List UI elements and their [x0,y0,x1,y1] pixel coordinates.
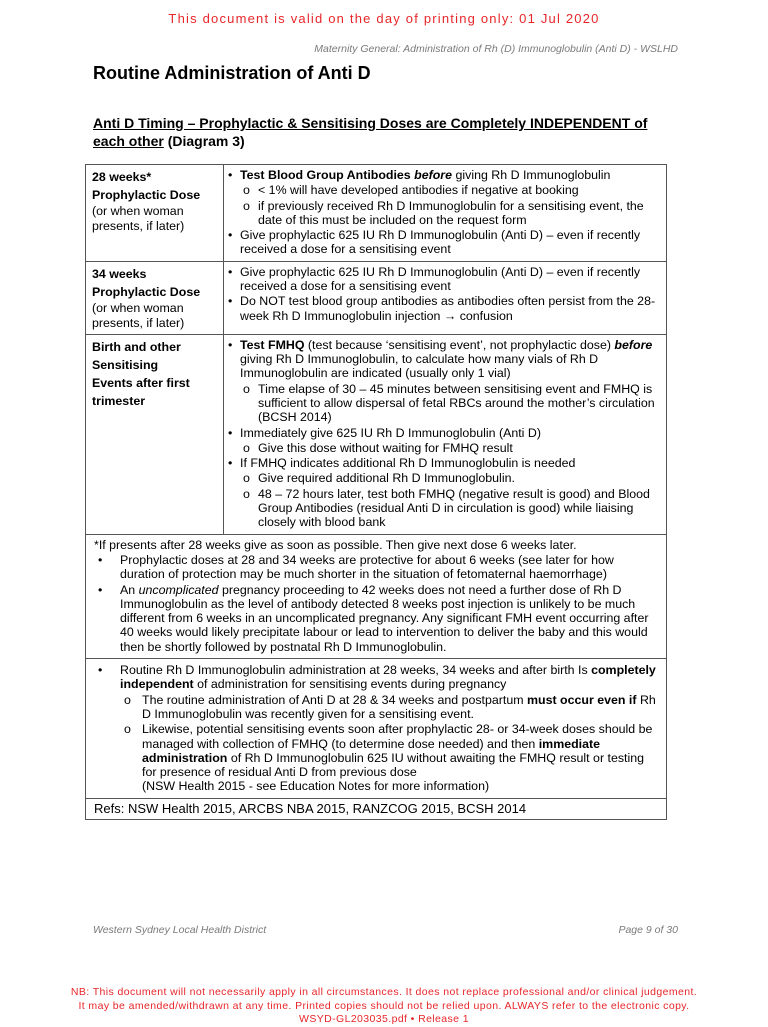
bullet-marker: • [228,168,233,182]
bullet-marker: • [228,264,233,279]
table-row-28-weeks [86,165,667,262]
table-row-notes [86,534,667,658]
bullet-marker: • [98,552,103,567]
sub-bullet-marker: o [243,471,250,486]
sub-bullet-marker: o [124,722,131,737]
row-detail-cell [224,334,667,534]
list-item: • If FMHQ indicates additional Rh D Immunoglobulin is needed [228,456,576,471]
sub-list-item: o Time elapse of 30 – 45 minutes between sensitising event and FMHQ is sufficient to allow dispersal of fetal RBCs around the mother’s circulation (BCSH 2014) [243,381,655,425]
table-row-34-weeks [86,261,667,334]
sub-list-item: o Likewise, potential sensitising events soon after prophylactic 28- or 34-week doses should be managed with collection of FMHQ (to determine dose needed) and then immediate administration of Rh D Immunoglobulin 625 IU without awaiting the FMHQ result or testing for presence of residual Anti D from previous dose (NSW Health 2015 - see Education Notes for more information) [124,722,653,794]
row-label-note: (or when woman presents, if later) [92,204,185,233]
table-row-refs [86,798,667,819]
sub-bullet-marker: o [243,183,250,198]
bullet-marker: • [228,228,233,243]
sub-list-item: o if previously received Rh D Immunoglobulin for a sensitising event, the date of this must be included on the request form [243,198,644,227]
sub-bullet-marker: o [124,692,131,707]
row-label-heading: Events after first [92,375,190,390]
subtitle-suffix: (Diagram 3) [163,133,245,149]
sub-bullet-marker: o [243,486,250,501]
disclaimer-line: It may be amended/withdrawn at any time. Printed copies should not be relied upon. ALWAYS refer to the electronic copy. [78,999,690,1012]
row-label-heading: 34 weeks [92,266,147,281]
bullet-marker: • [98,663,103,678]
footer-organisation: Western Sydney Local Health District [93,924,267,936]
list-item: • Immediately give 625 IU Rh D Immunoglobulin (Anti D) [228,425,541,440]
bullet-marker: • [98,582,103,597]
row-label-heading: Birth and other [92,339,181,354]
routine-note: (NSW Health 2015 - see Education Notes for more information) [142,779,490,794]
row-detail-cell [224,165,667,262]
document-header: Maternity General: Administration of Rh (D) Immunoglobulin (Anti D) - WSLHD [314,43,678,55]
subtitle-underlined: Anti D Timing – Prophylactic & Sensitising Doses are Completely INDEPENDENT of each other [93,115,648,149]
sub-list-item: o Give this dose without waiting for FMHQ result [243,440,513,455]
page-title: Routine Administration of Anti D [93,63,371,83]
row-label-cell [86,261,224,334]
row-label-cell [86,165,224,262]
document-id: WSYD-GL203035.pdf • Release 1 [299,1013,469,1025]
bullet-marker: • [228,425,233,440]
sub-bullet-marker: o [243,440,250,455]
row-label-heading: Sensitising [92,357,159,372]
disclaimer [0,986,768,1027]
bullet-marker: • [228,456,233,471]
list-item: • Test Blood Group Antibodies before giving Rh D Immunoglobulin [228,168,611,182]
sub-bullet-marker: o [243,198,250,213]
bullet-marker: • [228,294,233,309]
sub-list-item: o 48 – 72 hours later, test both FMHQ (negative result is good) and Blood Group Antibodies (residual Anti D in circulation is good) while liaising closely with blood bank [243,486,650,530]
list-item: • Do NOT test blood group antibodies as antibodies often persist from the 28-week Rh D Immunoglobulin injection → confusion [228,294,656,323]
row-detail-cell [224,261,667,334]
sub-list-item: o The routine administration of Anti D at 28 & 34 weeks and postpartum must occur even if Rh D Immunoglobulin was recently given for a sensitising event. [124,692,656,721]
row-label-heading: 28 weeks* [92,170,152,184]
notes-intro: *If presents after 28 weeks give as soon as possible. Then give next dose 6 weeks later. [94,537,577,552]
list-item: • Give prophylactic 625 IU Rh D Immunoglobulin (Anti D) – even if recently received a dose for a sensitising event [228,264,641,294]
list-item: • Routine Rh D Immunoglobulin administration at 28 weeks, 34 weeks and after birth Is completely independent of administration for sensitising events during pregnancy [98,663,656,692]
bullet-marker: • [228,337,233,352]
row-label-heading: Prophylactic Dose [92,284,201,299]
sub-list-item: o < 1% will have developed antibodies if negative at booking [243,183,579,198]
row-label-heading: trimester [92,393,146,408]
sub-bullet-marker: o [243,381,250,396]
sub-list-item: o Give required additional Rh D Immunoglobulin. [243,471,515,486]
anti-d-timing-table [85,164,667,820]
list-item: • Give prophylactic 625 IU Rh D Immunoglobulin (Anti D) – even if recently received a dose for a sensitising event [228,228,641,257]
disclaimer-line: NB: This document will not necessarily apply in all circumstances. It does not replace professional and/or clinical judgement. [70,986,698,998]
routine-cell [86,659,667,799]
validity-notice: This document is valid on the day of printing only: 01 Jul 2020 [168,11,600,26]
table-row-routine [86,659,667,799]
footer-page-number: Page 9 of 30 [618,924,678,936]
list-item: • Prophylactic doses at 28 and 34 weeks are protective for about 6 weeks (see later for how duration of protection may be much shorter in the situation of fetomaternal haemorrhage) [98,552,614,582]
row-label-note: (or when woman presents, if later) [92,300,185,330]
table-row-sensitising-events [86,334,667,534]
references: Refs: NSW Health 2015, ARCBS NBA 2015, RANZCOG 2015, BCSH 2014 [86,798,667,819]
list-item: • Test FMHQ (test because ‘sensitising event’, not prophylactic dose) before giving Rh D Immunoglobulin, to calculate how many vials of Rh D Immunoglobulin are indicated (usually only 1 vial) [228,337,653,381]
notes-cell [86,534,667,658]
row-label-heading: Prophylactic Dose [92,188,201,202]
row-label-cell [86,334,224,534]
list-item: • An uncomplicated pregnancy proceeding to 42 weeks does not need a further dose of Rh D Immunoglobulin as the level of antibody detected 8 weeks post injection is unlikely to be much different from 6 weeks in an uncomplicated pregnancy. Any significant FMH event occurring after 40 weeks would likely precipitate labour or lead to intervention to deliver the baby and this would then be shortly followed by postnatal Rh D Immunoglobulin. [98,582,649,654]
section-subtitle [93,114,673,150]
